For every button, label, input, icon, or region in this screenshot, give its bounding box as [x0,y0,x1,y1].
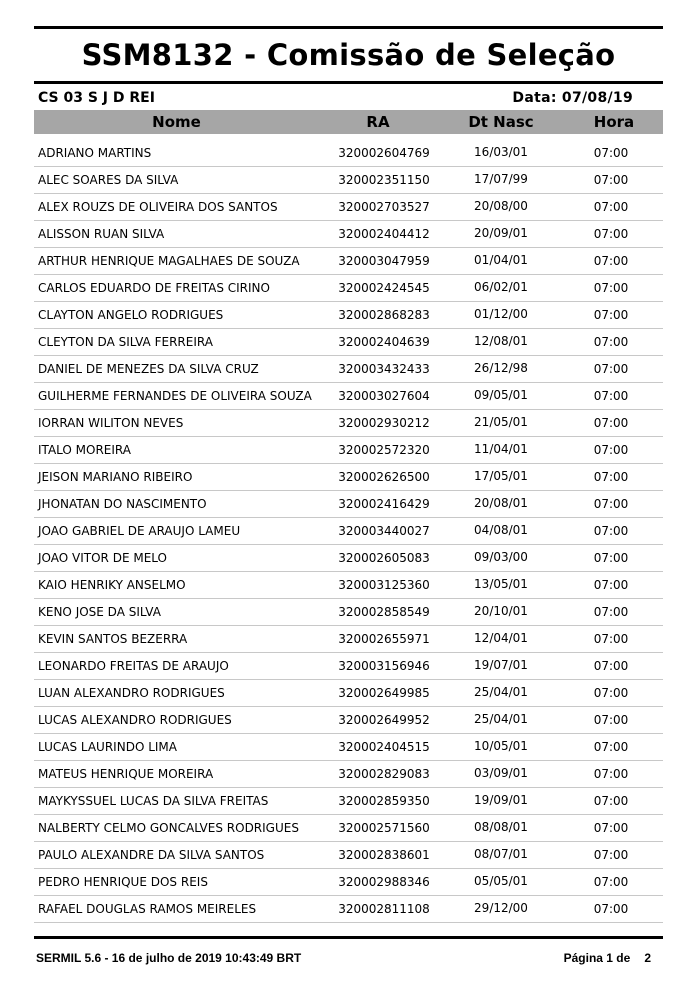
table-row [34,221,663,248]
cell-hora: 07:00 [593,713,629,727]
table-row [34,734,663,761]
cell-ra: 320002649952 [338,713,430,727]
cell-ra: 320002829083 [338,767,430,781]
cell-ra: 320003156946 [338,659,430,673]
cell-dt-nasc: 10/05/01 [474,739,528,753]
cell-ra: 320002626500 [338,470,430,484]
cell-ra: 320002988346 [338,875,430,889]
cell-hora: 07:00 [593,767,629,781]
cell-hora: 07:00 [593,524,629,538]
page-footer [34,936,663,965]
cell-nome: CLEYTON DA SILVA FERREIRA [38,335,213,349]
cell-dt-nasc: 08/08/01 [474,820,528,834]
cell-nome: PAULO ALEXANDRE DA SILVA SANTOS [38,848,265,862]
table-row [34,842,663,869]
table-row [34,896,663,923]
cell-nome: ALEX ROUZS DE OLIVEIRA DOS SANTOS [38,200,278,214]
cell-hora: 07:00 [593,605,629,619]
cell-dt-nasc: 17/07/99 [474,172,528,186]
cell-hora: 07:00 [593,173,629,187]
cell-nome: CLAYTON ANGELO RODRIGUES [38,308,224,322]
cell-hora: 07:00 [593,902,629,916]
page-number [564,951,651,965]
cell-hora: 07:00 [593,362,629,376]
cell-nome: MATEUS HENRIQUE MOREIRA [38,767,214,781]
cell-hora: 07:00 [593,416,629,430]
table-row [34,410,663,437]
cell-dt-nasc: 08/07/01 [474,847,528,861]
table-row [34,356,663,383]
cell-nome: JOAO VITOR DE MELO [38,551,167,565]
cell-hora: 07:00 [593,821,629,835]
cell-nome: ALEC SOARES DA SILVA [38,173,179,187]
cell-dt-nasc: 26/12/98 [474,361,528,375]
cell-dt-nasc: 12/08/01 [474,334,528,348]
cell-dt-nasc: 05/05/01 [474,874,528,888]
cell-dt-nasc: 13/05/01 [474,577,528,591]
table-row [34,680,663,707]
cell-dt-nasc: 04/08/01 [474,523,528,537]
subheader [34,84,663,110]
cell-ra: 320002838601 [338,848,430,862]
cell-hora: 07:00 [593,875,629,889]
table-row [34,788,663,815]
cell-ra: 320002604769 [338,146,430,160]
table-row [34,248,663,275]
cell-dt-nasc: 01/04/01 [474,253,528,267]
cell-hora: 07:00 [593,308,629,322]
document-page [34,26,663,923]
cell-ra: 320002416429 [338,497,430,511]
cell-dt-nasc: 20/10/01 [474,604,528,618]
table-row [34,167,663,194]
cell-nome: KENO JOSE DA SILVA [38,605,161,619]
cell-nome: GUILHERME FERNANDES DE OLIVEIRA SOUZA [38,389,312,403]
cell-hora: 07:00 [593,470,629,484]
column-header-dt-nasc: Dt Nasc [468,113,534,131]
page-label: Página 1 de [563,951,631,965]
cell-ra: 320002703527 [338,200,430,214]
cell-nome: JEISON MARIANO RIBEIRO [38,470,193,484]
table-row [34,140,663,167]
cell-hora: 07:00 [593,740,629,754]
cell-nome: MAYKYSSUEL LUCAS DA SILVA FREITAS [38,794,269,808]
cell-hora: 07:00 [593,659,629,673]
cell-hora: 07:00 [593,389,629,403]
cell-hora: 07:00 [593,200,629,214]
commission-code: CS 03 S J D REI [38,90,155,106]
table-row [34,815,663,842]
table-row [34,275,663,302]
cell-nome: LUCAS ALEXANDRO RODRIGUES [38,713,232,727]
table-body [34,140,663,923]
cell-nome: IORRAN WILITON NEVES [38,416,184,430]
cell-ra: 320002858549 [338,605,430,619]
cell-dt-nasc: 03/09/01 [474,766,528,780]
cell-ra: 320002351150 [338,173,430,187]
cell-dt-nasc: 17/05/01 [474,469,528,483]
cell-nome: RAFAEL DOUGLAS RAMOS MEIRELES [38,902,257,916]
column-header-hora: Hora [593,113,635,131]
cell-dt-nasc: 20/08/01 [474,496,528,510]
cell-ra: 320003440027 [338,524,430,538]
cell-hora: 07:00 [593,551,629,565]
cell-hora: 07:00 [593,146,629,160]
cell-nome: LUAN ALEXANDRO RODRIGUES [38,686,225,700]
cell-dt-nasc: 16/03/01 [474,145,528,159]
cell-dt-nasc: 19/09/01 [474,793,528,807]
cell-ra: 320003432433 [338,362,430,376]
cell-hora: 07:00 [593,281,629,295]
page-total: 2 [644,951,651,965]
table-row [34,572,663,599]
cell-nome: ALISSON RUAN SILVA [38,227,165,241]
cell-ra: 320002811108 [338,902,430,916]
table-row [34,464,663,491]
cell-hora: 07:00 [593,227,629,241]
cell-hora: 07:00 [593,794,629,808]
cell-hora: 07:00 [593,578,629,592]
cell-ra: 320002655971 [338,632,430,646]
cell-ra: 320002605083 [338,551,430,565]
table-row [34,653,663,680]
cell-dt-nasc: 25/04/01 [474,685,528,699]
cell-dt-nasc: 19/07/01 [474,658,528,672]
column-header-nome: Nome [152,113,201,131]
cell-hora: 07:00 [593,497,629,511]
cell-ra: 320002868283 [338,308,430,322]
table-row [34,599,663,626]
table-row [34,869,663,896]
cell-dt-nasc: 11/04/01 [474,442,528,456]
cell-nome: JHONATAN DO NASCIMENTO [38,497,207,511]
cell-ra: 320002424545 [338,281,430,295]
cell-dt-nasc: 20/08/00 [474,199,528,213]
cell-hora: 07:00 [593,686,629,700]
cell-nome: ARTHUR HENRIQUE MAGALHAES DE SOUZA [38,254,300,268]
table-row [34,302,663,329]
table-header [34,110,663,134]
cell-nome: LUCAS LAURINDO LIMA [38,740,177,754]
cell-ra: 320002404515 [338,740,430,754]
page-title: SSM8132 - Comissão de Seleção [81,38,616,72]
table-row [34,383,663,410]
cell-hora: 07:00 [593,632,629,646]
table-row [34,437,663,464]
cell-ra: 320003047959 [338,254,430,268]
cell-ra: 320003027604 [338,389,430,403]
cell-nome: KAIO HENRIKY ANSELMO [38,578,186,592]
cell-ra: 320002404412 [338,227,430,241]
cell-hora: 07:00 [593,443,629,457]
cell-nome: LEONARDO FREITAS DE ARAUJO [38,659,229,673]
table-row [34,707,663,734]
cell-hora: 07:00 [593,848,629,862]
cell-dt-nasc: 01/12/00 [474,307,528,321]
cell-ra: 320003125360 [338,578,430,592]
date-label: Data: [512,90,557,106]
generated-stamp: SERMIL 5.6 - 16 de julho de 2019 10:43:49 BRT [36,951,302,965]
cell-nome: DANIEL DE MENEZES DA SILVA CRUZ [38,362,259,376]
document-date [512,90,633,106]
table-row [34,518,663,545]
cell-nome: KEVIN SANTOS BEZERRA [38,632,188,646]
cell-nome: CARLOS EDUARDO DE FREITAS CIRINO [38,281,270,295]
cell-dt-nasc: 20/09/01 [474,226,528,240]
cell-ra: 320002572320 [338,443,430,457]
cell-ra: 320002404639 [338,335,430,349]
cell-ra: 320002859350 [338,794,430,808]
table-row [34,626,663,653]
column-header-ra: RA [366,113,390,131]
cell-dt-nasc: 09/03/00 [474,550,528,564]
cell-ra: 320002571560 [338,821,430,835]
cell-hora: 07:00 [593,254,629,268]
cell-hora: 07:00 [593,335,629,349]
cell-dt-nasc: 21/05/01 [474,415,528,429]
table-row [34,545,663,572]
cell-nome: PEDRO HENRIQUE DOS REIS [38,875,208,889]
cell-dt-nasc: 09/05/01 [474,388,528,402]
cell-nome: ADRIANO MARTINS [38,146,152,160]
cell-dt-nasc: 12/04/01 [474,631,528,645]
cell-dt-nasc: 29/12/00 [474,901,528,915]
table-row [34,761,663,788]
cell-ra: 320002930212 [338,416,430,430]
table-row [34,194,663,221]
cell-dt-nasc: 06/02/01 [474,280,528,294]
cell-nome: NALBERTY CELMO GONCALVES RODRIGUES [38,821,299,835]
cell-nome: ITALO MOREIRA [38,443,131,457]
date-value: 07/08/19 [561,90,633,106]
table-row [34,329,663,356]
table-row [34,491,663,518]
cell-nome: JOAO GABRIEL DE ARAUJO LAMEU [38,524,241,538]
cell-ra: 320002649985 [338,686,430,700]
cell-dt-nasc: 25/04/01 [474,712,528,726]
